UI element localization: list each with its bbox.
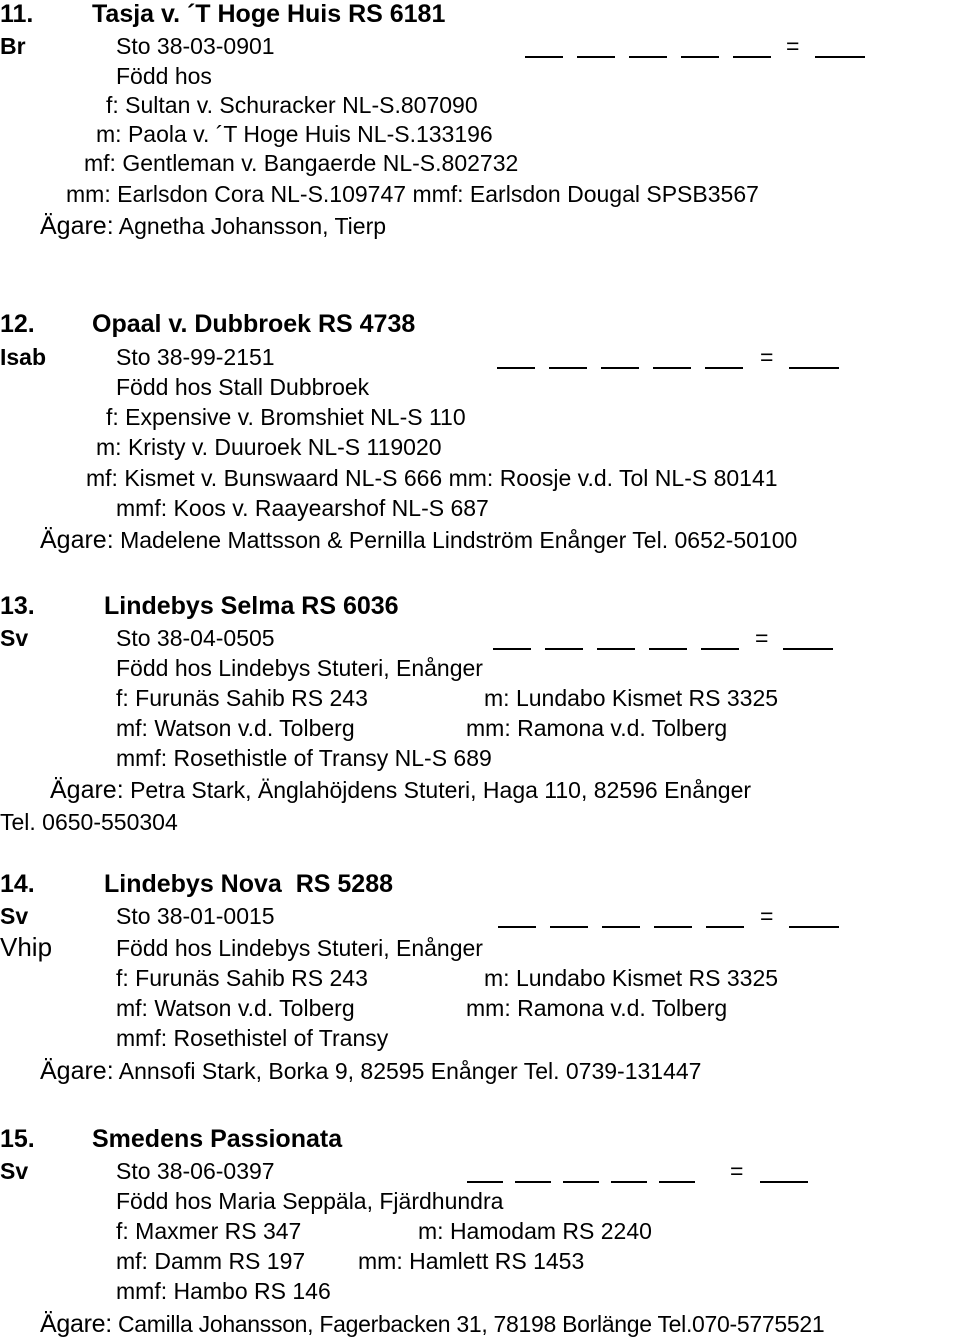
- score-blank: [597, 648, 635, 650]
- owner-line: [50, 776, 751, 804]
- registration-number: Sto 38-99-2151: [116, 344, 275, 370]
- score-blank: [681, 56, 719, 58]
- score-blank: [706, 926, 744, 928]
- pedigree-dam-sire: mf: Damm RS 197: [116, 1248, 306, 1274]
- score-blank: [649, 648, 687, 650]
- sex-code: Sv: [0, 903, 29, 929]
- entry-number: 12.: [0, 310, 35, 338]
- pedigree-dam: m: Hamodam RS 2240: [418, 1218, 652, 1244]
- registration-number: Sto 38-01-0015: [116, 903, 275, 929]
- bred-by: Född hos Lindebys Stuteri, Enånger: [116, 655, 483, 681]
- total-blank: [789, 926, 839, 928]
- pedigree-sire: f: Sultan v. Schuracker NL-S.807090: [106, 92, 478, 118]
- total-blank: [783, 648, 833, 650]
- owner-line: [40, 1310, 824, 1338]
- pedigree-dam-dam-sire: mmf: Koos v. Raayearshof NL-S 687: [116, 495, 489, 521]
- score-blank: [493, 648, 531, 650]
- entry-number: 14.: [0, 870, 35, 898]
- pedigree-sire: f: Expensive v. Bromshiet NL-S 110: [106, 404, 466, 430]
- score-blank: [701, 648, 739, 650]
- score-blank: [467, 1181, 503, 1183]
- equals-sign: =: [786, 33, 800, 59]
- owner-label: Ägare:: [50, 776, 124, 804]
- registration-number: Sto 38-06-0397: [116, 1158, 275, 1184]
- pedigree-dam-dam: mm: Hamlett RS 1453: [358, 1248, 585, 1274]
- color-code: Vhip: [0, 932, 53, 962]
- owner-label: Ägare:: [40, 212, 114, 240]
- score-blank: [498, 926, 536, 928]
- pedigree-dam-dam: mm: Earlsdon Cora NL-S.109747 mmf: Earlsdon Dougal SPSB3567: [66, 181, 759, 207]
- entry-number: 15.: [0, 1125, 35, 1153]
- bred-by: Född hos: [116, 63, 212, 89]
- owner-name: Petra Stark, Änglahöjdens Stuteri, Haga 110, 82596 Enånger: [130, 777, 752, 803]
- pedigree-dam: m: Lundabo Kismet RS 3325: [484, 685, 779, 711]
- total-blank: [789, 367, 839, 369]
- score-blank: [705, 367, 743, 369]
- score-blank: [602, 926, 640, 928]
- horse-name: Smedens Passionata: [92, 1125, 343, 1153]
- pedigree-dam: m: Paola v. ´T Hoge Huis NL-S.133196: [96, 121, 493, 147]
- bred-by: Född hos Lindebys Stuteri, Enånger: [116, 935, 483, 961]
- owner-name: Madelene Mattsson & Pernilla Lindström Enånger Tel. 0652-50100: [120, 527, 798, 553]
- score-blank: [629, 56, 667, 58]
- pedigree-sire: f: Furunäs Sahib RS 243: [116, 685, 368, 711]
- bred-by: Född hos Maria Seppäla, Fjärdhundra: [116, 1188, 504, 1214]
- score-blank: [659, 1181, 695, 1183]
- score-blank: [611, 1181, 647, 1183]
- horse-name: Opaal v. Dubbroek RS 4738: [92, 310, 416, 338]
- score-blank: [601, 367, 639, 369]
- pedigree-dam-sire: mf: Watson v.d. Tolberg: [116, 995, 355, 1021]
- owner-phone: Tel. 0650-550304: [0, 809, 178, 835]
- pedigree-dam-dam-sire: mmf: Hambo RS 146: [116, 1278, 331, 1304]
- score-blank: [653, 367, 691, 369]
- pedigree-dam: m: Lundabo Kismet RS 3325: [484, 965, 779, 991]
- pedigree-dam: m: Kristy v. Duuroek NL-S 119020: [96, 434, 442, 460]
- bred-by: Född hos Stall Dubbroek: [116, 374, 370, 400]
- score-blank: [497, 367, 535, 369]
- equals-sign: =: [730, 1158, 744, 1184]
- score-blank: [545, 648, 583, 650]
- horse-name: Lindebys Nova RS 5288: [104, 870, 394, 898]
- pedigree-dam-dam: mm: Ramona v.d. Tolberg: [466, 995, 728, 1021]
- pedigree-dam-sire: mf: Watson v.d. Tolberg: [116, 715, 355, 741]
- owner-name: Camilla Johansson, Fagerbacken 31, 78198 Borlänge Tel.070-5775521: [117, 1311, 825, 1337]
- score-blank: [654, 926, 692, 928]
- entry-number: 13.: [0, 592, 35, 620]
- pedigree-sire: f: Maxmer RS 347: [116, 1218, 302, 1244]
- sex-code: Sv: [0, 625, 29, 651]
- owner-name: Annsofi Stark, Borka 9, 82595 Enånger Tel. 0739-131447: [118, 1058, 702, 1084]
- pedigree-dam-sire: mf: Kismet v. Bunswaard NL-S 666 mm: Roosje v.d. Tol NL-S 80141: [86, 465, 778, 491]
- horse-name: Tasja v. ´T Hoge Huis RS 6181: [92, 0, 446, 28]
- total-blank: [760, 1181, 808, 1183]
- owner-line: [40, 526, 797, 554]
- score-blank: [525, 56, 563, 58]
- score-blank: [550, 926, 588, 928]
- owner-label: Ägare:: [40, 1310, 112, 1338]
- pedigree-sire: f: Furunäs Sahib RS 243: [116, 965, 368, 991]
- pedigree-dam-dam-sire: mmf: Rosethistel of Transy: [116, 1025, 389, 1051]
- score-blank: [577, 56, 615, 58]
- pedigree-dam-sire: mf: Gentleman v. Bangaerde NL-S.802732: [84, 150, 519, 176]
- owner-name: Agnetha Johansson, Tierp: [118, 213, 387, 239]
- entry-number: 11.: [0, 0, 34, 28]
- horse-name: Lindebys Selma RS 6036: [104, 592, 399, 620]
- owner-label: Ägare:: [40, 1057, 114, 1085]
- total-blank: [815, 56, 865, 58]
- owner-label: Ägare:: [40, 526, 114, 554]
- equals-sign: =: [760, 344, 774, 370]
- sex-code: Br: [0, 33, 26, 59]
- registration-number: Sto 38-03-0901: [116, 33, 275, 59]
- pedigree-dam-dam: mm: Ramona v.d. Tolberg: [466, 715, 728, 741]
- score-blank: [515, 1181, 551, 1183]
- sex-code: Sv: [0, 1158, 29, 1184]
- sex-code: Isab: [0, 344, 47, 370]
- pedigree-dam-dam-sire: mmf: Rosethistle of Transy NL-S 689: [116, 745, 492, 771]
- owner-line: [40, 212, 386, 240]
- score-blank: [733, 56, 771, 58]
- equals-sign: =: [760, 903, 774, 929]
- owner-line: [40, 1057, 701, 1085]
- score-blank: [563, 1181, 599, 1183]
- registration-number: Sto 38-04-0505: [116, 625, 275, 651]
- equals-sign: =: [755, 625, 769, 651]
- score-blank: [549, 367, 587, 369]
